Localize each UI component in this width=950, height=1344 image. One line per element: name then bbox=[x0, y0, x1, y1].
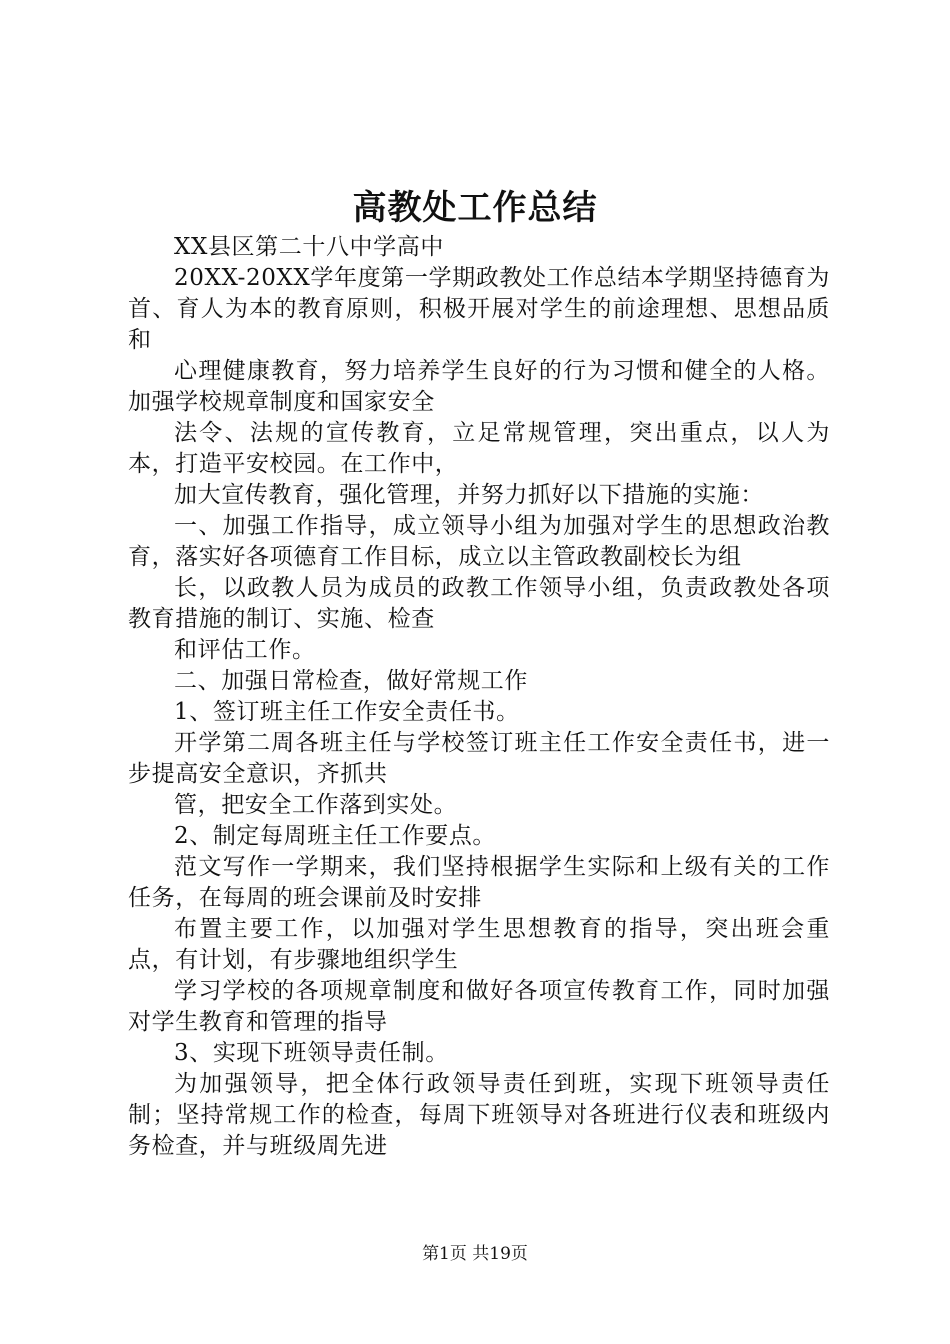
page-number-footer: 第1页 共19页 bbox=[422, 1244, 528, 1264]
paragraph-class-meeting: 布置主要工作，以加强对学生思想教育的指导，突出班会重点，有计划，有步骤地组织学生 bbox=[128, 916, 830, 973]
heading-item-one: 1、签订班主任工作安全责任书。 bbox=[174, 699, 520, 725]
paragraph-safety-implement: 管，把安全工作落到实处。 bbox=[174, 792, 458, 818]
paragraph-leader-group: 长，以政教人员为成员的政教工作领导小组，负责政教处各项教育措施的制订、实施、检查 bbox=[128, 575, 830, 632]
document-title: 高教处工作总结 bbox=[352, 188, 598, 228]
paragraph-section-one: 一、加强工作指导，成立领导小组为加强对学生的思想政治教育，落实好各项德育工作目标，成立以主管政教副校长为组 bbox=[128, 513, 830, 570]
paragraph-intro: 20XX-20XX学年度第一学期政教处工作总结本学期坚持德育为首、育人为本的教育原则，积极开展对学生的前途理想、思想品质和 bbox=[128, 265, 830, 353]
paragraph-laws: 法令、法规的宣传教育，立足常规管理，突出重点，以人为本，打造平安校园。在工作中， bbox=[128, 420, 830, 477]
paragraph-measures: 加大宣传教育，强化管理，并努力抓好以下措施的实施： bbox=[174, 482, 764, 508]
heading-item-three: 3、实现下班领导责任制。 bbox=[174, 1040, 449, 1066]
paragraph-rules-study: 学习学校的各项规章制度和做好各项宣传教育工作，同时加强对学生教育和管理的指导 bbox=[128, 978, 830, 1035]
paragraph-weekly-plan: 范文写作一学期来，我们坚持根据学生实际和上级有关的工作任务，在每周的班会课前及时安排 bbox=[128, 854, 830, 911]
paragraph-mental-health: 心理健康教育，努力培养学生良好的行为习惯和健全的人格。加强学校规章制度和国家安全 bbox=[128, 358, 830, 415]
heading-item-two: 2、制定每周班主任工作要点。 bbox=[174, 823, 497, 849]
paragraph-safety-agreement: 开学第二周各班主任与学校签订班主任工作安全责任书，进一步提高安全意识，齐抓共 bbox=[128, 730, 830, 787]
heading-section-two: 二、加强日常检查，做好常规工作 bbox=[174, 668, 528, 694]
paragraph-leader-responsibility: 为加强领导，把全体行政领导责任到班，实现下班领导责任制；坚持常规工作的检查，每周下班领导对各班进行仪表和班级内务检查，并与班级周先进 bbox=[128, 1071, 830, 1159]
paragraph-school-name: XX县区第二十八中学高中 bbox=[174, 234, 444, 260]
paragraph-evaluation: 和评估工作。 bbox=[174, 637, 316, 663]
document-body bbox=[128, 232, 830, 1162]
